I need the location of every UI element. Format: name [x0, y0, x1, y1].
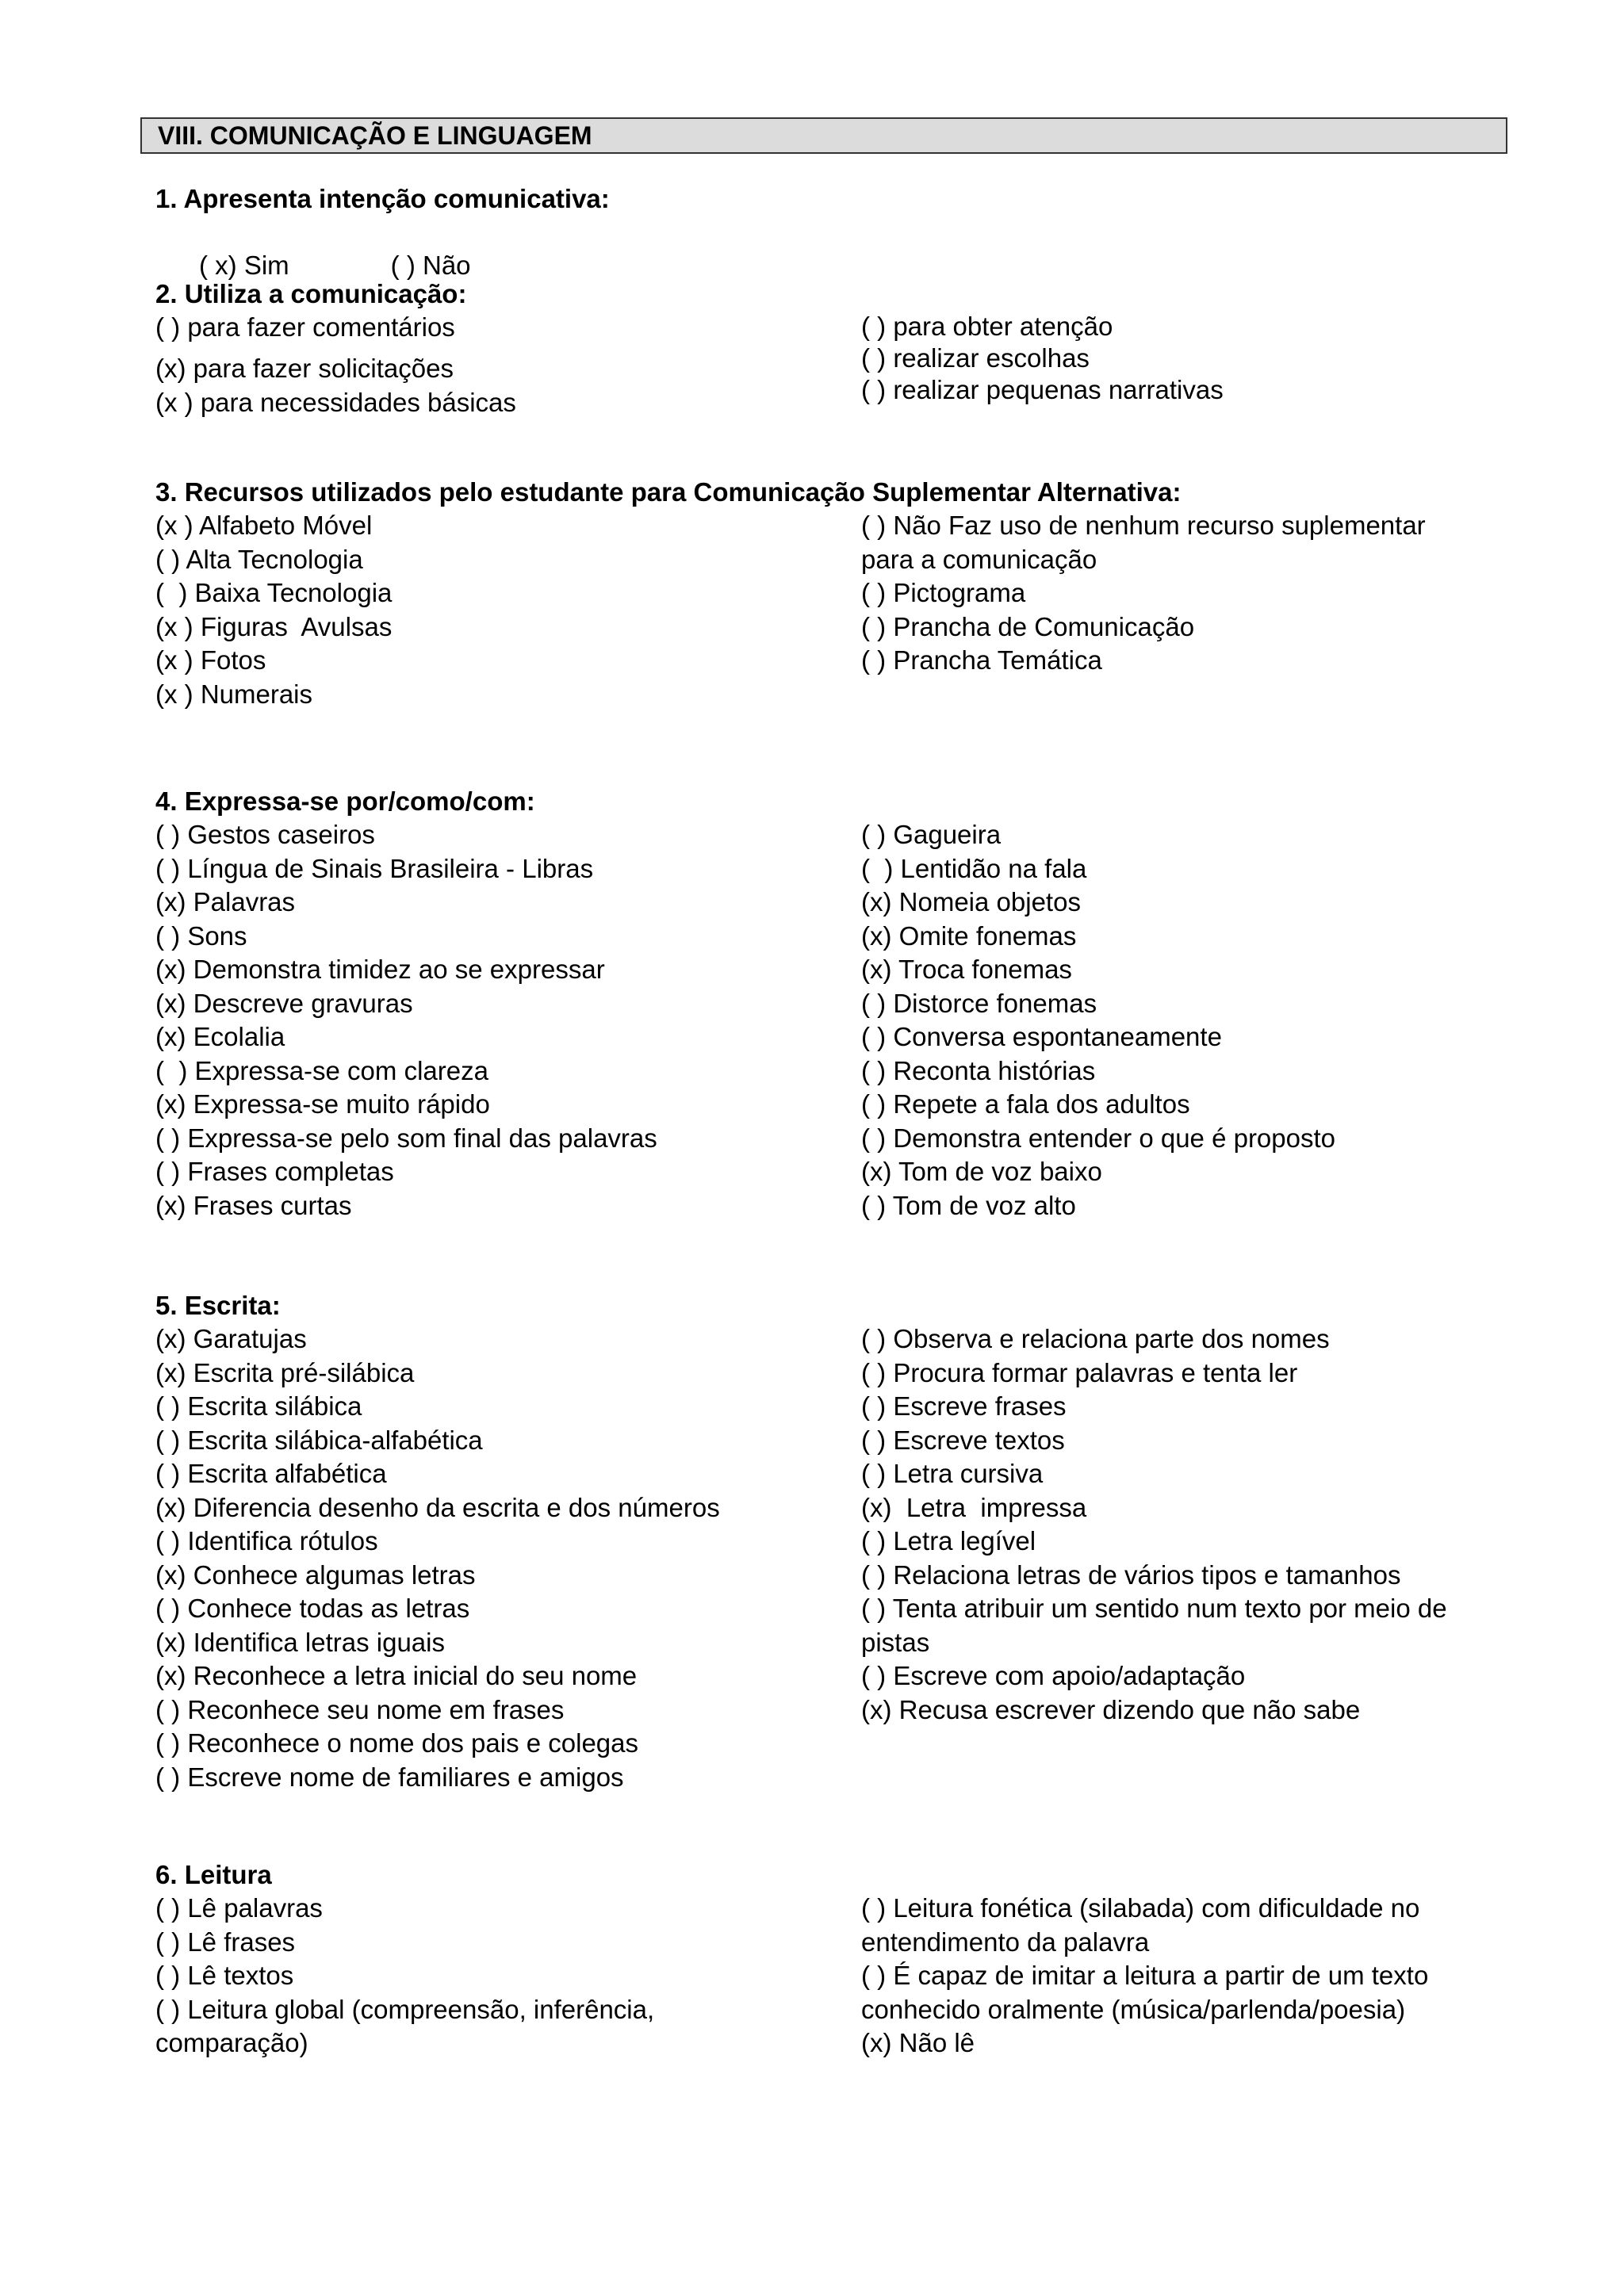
checkbox-item[interactable]: ( ) Repete a fala dos adultos	[861, 1089, 1190, 1119]
question-5-left-column	[155, 1322, 853, 1794]
checkbox-item[interactable]: ( ) Pictograma	[861, 578, 1026, 607]
question-3	[155, 476, 1551, 709]
checkbox-item[interactable]: (x) Identifica letras iguais	[155, 1627, 445, 1657]
question-6	[155, 1858, 1551, 2057]
checkbox-item[interactable]: ( ) Alta Tecnologia	[155, 544, 363, 574]
checkbox-item[interactable]: ( ) Expressa-se com clareza	[155, 1055, 488, 1085]
checkbox-item[interactable]: ( ) realizar pequenas narrativas	[861, 375, 1224, 404]
checkbox-item[interactable]: ( ) Observa e relaciona parte dos nomes	[861, 1324, 1330, 1353]
checkbox-item[interactable]: ( ) Frases completas	[155, 1157, 394, 1186]
checkbox-item[interactable]: (x) Troca fonemas	[861, 955, 1072, 984]
question-2-title: 2. Utiliza a comunicação:	[155, 279, 467, 308]
checkbox-item[interactable]: ( ) Tenta atribuir um sentido num texto por meio de pistas	[861, 1594, 1454, 1657]
checkbox-item[interactable]: ( ) Conhece todas as letras	[155, 1594, 470, 1623]
checkbox-item[interactable]: ( ) Escreve nome de familiares e amigos	[155, 1762, 624, 1792]
checkbox-item[interactable]: (x) para fazer solicitações	[155, 354, 454, 383]
checkbox-item[interactable]: ( ) Prancha de Comunicação	[861, 611, 1195, 641]
checkbox-item[interactable]: ( ) Escrita silábica-alfabética	[155, 1425, 483, 1455]
checkbox-item[interactable]: ( ) Escreve frases	[861, 1391, 1067, 1421]
checkbox-item[interactable]: ( ) Procura formar palavras e tenta ler	[861, 1357, 1298, 1387]
checkbox-item[interactable]: ( ) Língua de Sinais Brasileira - Libras	[155, 853, 594, 883]
checkbox-item[interactable]: (x) Não lê	[861, 2028, 975, 2057]
checkbox-item[interactable]: ( ) Lentidão na fala	[861, 853, 1087, 883]
question-2	[155, 277, 1551, 417]
checkbox-item[interactable]: ( ) Gagueira	[861, 820, 1002, 849]
checkbox-item[interactable]: ( ) Lê frases	[155, 1927, 296, 1957]
question-5-right-column	[861, 1322, 1559, 1727]
question-5	[155, 1289, 1551, 1792]
checkbox-item[interactable]: (x) Frases curtas	[155, 1190, 352, 1220]
question-1-title: 1. Apresenta intenção comunicativa:	[155, 184, 610, 213]
question-4-title: 4. Expressa-se por/como/com:	[155, 786, 535, 816]
question-6-left-column	[155, 1892, 853, 2061]
question-4	[155, 785, 1551, 1220]
checkbox-item[interactable]: ( ) Tom de voz alto	[861, 1190, 1076, 1220]
question-3-title: 3. Recursos utilizados pelo estudante para Comunicação Suplementar Alternativa:	[155, 477, 1182, 507]
checkbox-item[interactable]: ( ) Leitura fonética (silabada) com dificuldade no entendimento da palavra	[861, 1893, 1427, 1957]
checkbox-item[interactable]: (x) Palavras	[155, 887, 296, 916]
checkbox-item[interactable]: (x) Omite fonemas	[861, 920, 1077, 951]
checkbox-item[interactable]: ( ) Letra cursiva	[861, 1459, 1044, 1488]
question-5-title: 5. Escrita:	[155, 1291, 281, 1320]
question-6-right-column	[861, 1892, 1559, 2061]
checkbox-item[interactable]: (x) Nomeia objetos	[861, 887, 1081, 916]
checkbox-item[interactable]: ( ) Relaciona letras de vários tipos e tamanhos	[861, 1559, 1401, 1590]
question-2-left-column	[155, 311, 853, 419]
checkbox-item[interactable]: ( ) Sons	[155, 920, 247, 951]
checkbox-item[interactable]: ( ) Lê textos	[155, 1961, 294, 1990]
checkbox-item[interactable]: (x) Tom de voz baixo	[861, 1157, 1102, 1186]
checkbox-item[interactable]: ( ) Leitura global (compreensão, inferência, comparação)	[155, 1994, 662, 2057]
checkbox-item[interactable]: ( ) Escrita silábica	[155, 1391, 362, 1421]
checkbox-item[interactable]: ( ) para obter atenção	[861, 312, 1113, 341]
checkbox-item[interactable]: (x) Reconhece a letra inicial do seu nome	[155, 1661, 638, 1690]
checkbox-item[interactable]: (x) Descreve gravuras	[155, 988, 413, 1018]
option-sim[interactable]: ( x) Sim	[199, 251, 289, 280]
checkbox-item[interactable]: ( ) Conversa espontaneamente	[861, 1022, 1222, 1051]
checkbox-item[interactable]: (x ) Fotos	[155, 645, 266, 675]
checkbox-item[interactable]: (x ) para necessidades básicas	[155, 387, 516, 417]
section-header: VIII. COMUNICAÇÃO E LINGUAGEM	[140, 117, 1507, 154]
checkbox-item[interactable]: ( ) Gestos caseiros	[155, 820, 375, 849]
checkbox-item[interactable]: ( ) Letra legível	[861, 1526, 1036, 1556]
checkbox-item[interactable]: ( ) Identifica rótulos	[155, 1526, 378, 1556]
checkbox-item[interactable]: (x ) Numerais	[155, 679, 313, 709]
checkbox-item[interactable]: (x ) Figuras Avulsas	[155, 611, 393, 641]
checkbox-item[interactable]: ( ) Demonstra entender o que é proposto	[861, 1123, 1336, 1153]
checkbox-item[interactable]: (x) Recusa escrever dizendo que não sabe	[861, 1694, 1361, 1724]
checkbox-item[interactable]: (x ) Alfabeto Móvel	[155, 511, 373, 540]
checkbox-item[interactable]: (x) Diferencia desenho da escrita e dos números	[155, 1492, 720, 1522]
checkbox-item[interactable]: ( ) Reconhece seu nome em frases	[155, 1694, 565, 1724]
checkbox-item[interactable]: (x) Demonstra timidez ao se expressar	[155, 955, 605, 984]
checkbox-item[interactable]: ( ) Lê palavras	[155, 1893, 323, 1923]
checkbox-item[interactable]: ( ) realizar escolhas	[861, 343, 1090, 373]
checkbox-item[interactable]: ( ) É capaz de imitar a leitura a partir de um texto conhecido oralmente (música/parlenda/poesia)	[861, 1961, 1436, 2024]
question-4-left-column	[155, 818, 853, 1223]
checkbox-item[interactable]: (x) Letra impressa	[861, 1492, 1087, 1522]
question-3-left-column	[155, 509, 853, 711]
checkbox-item[interactable]: ( ) Escrita alfabética	[155, 1459, 387, 1488]
checkbox-item[interactable]: ( ) Não Faz uso de nenhum recurso suplementar para a comunicação	[861, 511, 1433, 574]
checkbox-item[interactable]: ( ) Reconta histórias	[861, 1055, 1096, 1085]
checkbox-item[interactable]: (x) Garatujas	[155, 1324, 307, 1353]
checkbox-item[interactable]: ( ) Reconhece o nome dos pais e colegas	[155, 1728, 639, 1758]
question-2-right-column	[861, 311, 1559, 406]
question-3-right-column	[861, 509, 1559, 678]
checkbox-item[interactable]: ( ) Escreve textos	[861, 1425, 1065, 1455]
checkbox-item[interactable]: ( ) Baixa Tecnologia	[155, 578, 393, 607]
checkbox-item[interactable]: (x) Conhece algumas letras	[155, 1559, 476, 1590]
question-6-title: 6. Leitura	[155, 1860, 272, 1889]
checkbox-item[interactable]: ( ) Prancha Temática	[861, 645, 1102, 675]
checkbox-item[interactable]: (x) Escrita pré-silábica	[155, 1357, 415, 1387]
checkbox-item[interactable]: (x) Ecolalia	[155, 1022, 285, 1051]
option-nao[interactable]: ( ) Não	[390, 251, 471, 280]
checkbox-item[interactable]: ( ) Expressa-se pelo som final das palavras	[155, 1123, 657, 1153]
question-4-right-column	[861, 818, 1559, 1223]
checkbox-item[interactable]: ( ) para fazer comentários	[155, 312, 455, 342]
checkbox-item[interactable]: ( ) Escreve com apoio/adaptação	[861, 1661, 1246, 1690]
checkbox-item[interactable]: (x) Expressa-se muito rápido	[155, 1089, 490, 1119]
checkbox-item[interactable]: ( ) Distorce fonemas	[861, 988, 1097, 1018]
